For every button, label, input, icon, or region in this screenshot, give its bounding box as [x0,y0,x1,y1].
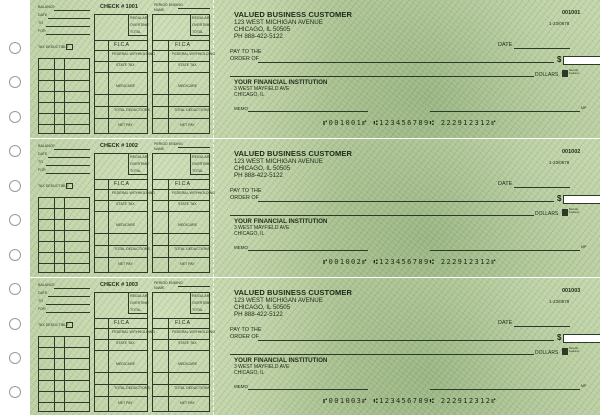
company-address-2: CHICAGO, IL 50505 [234,26,291,33]
payee-line[interactable] [258,201,554,202]
binder-hole [9,249,21,261]
stub-date-label: DATE [38,291,48,295]
dollar-sign: $ [557,333,562,342]
micr-line: ⑈001001⑈ ⑆123456789⑆ 222912312⑈ [323,119,497,127]
binder-hole [9,111,21,123]
bank-name: YOUR FINANCIAL INSTITUTION [234,357,328,364]
stub-name-label: NAME [154,147,165,151]
binder-hole [9,386,21,398]
date-label: DATE [498,181,513,187]
check-body [208,278,598,415]
date-label: DATE [498,42,513,48]
tax-deductible-checkbox[interactable] [66,183,73,189]
order-of-label: ORDER OF [230,334,260,340]
date-line[interactable] [514,48,570,49]
date-label: DATE [498,320,513,326]
company-address-2: CHICAGO, IL 50505 [234,304,291,311]
micr-line: ⑈001003⑈ ⑆123456789⑆ 222912312⑈ [323,397,497,405]
routing-fraction: 1-23/0678 [549,299,570,304]
check-body [208,0,598,138]
check-stub: BALANCE DATE TO FOR TAX DEDUCTIBLE CHECK # 1003 REGULAR OVERTIME TOTAL F.I.C.A FEDERAL WITHHOLDING STATE TAX MEDICARE TOTAL DEDUCTIONS NET PAY PERIOD ENDING NAME REGULAR OVERTIME TOTAL F.I.C.A FEDERAL WITHHOLDING STATE TAX MEDICARE TOTAL DEDUCTIONS NET PAY [32,278,212,415]
written-amount-line[interactable] [230,354,534,355]
bank-address-2: CHICAGO, IL [234,231,265,237]
date-line [48,296,90,297]
signature-line[interactable] [430,250,580,251]
binder-hole [9,145,21,157]
memo-label: MEMO [234,106,248,111]
signature-line[interactable] [430,111,580,112]
order-of-label: ORDER OF [230,195,260,201]
check-strip-2 [30,139,600,277]
company-name: VALUED BUSINESS CUSTOMER [234,288,352,297]
binder-hole [9,318,21,330]
security-features-text: Security Features [569,69,580,75]
dollar-sign: $ [557,194,562,203]
stub-for-label: FOR [38,29,46,33]
binder-hole [9,283,21,295]
memo-line[interactable] [248,250,368,251]
stub-tax-deductible-label: TAX DEDUCTIBLE [38,45,69,49]
check-strip-1 [30,0,600,138]
bank-address-2: CHICAGO, IL [234,370,265,376]
check-strip-3 [30,278,600,415]
signature-line[interactable] [430,389,580,390]
tax-deductible-checkbox[interactable] [66,322,73,328]
stub-to-label: TO [38,160,43,164]
check-stub: BALANCE DATE TO FOR TAX DEDUCTIBLE CHECK # 1001 REGULAR OVERTIME TOTAL F.I.C.A FEDERAL WITHHOLDING STATE TAX MEDICARE TOTAL DEDUCTIONS NET PAY PERIOD ENDING NAME REGULAR OVERTIME TOTAL F.I.C.A FEDERAL WITHHOLDING STATE TAX MEDICARE TOTAL DEDUCTIONS NET PAY [32,0,212,138]
amount-box[interactable] [563,195,600,204]
check-body [208,139,598,277]
check-number: 001001 [562,10,581,16]
written-amount-line[interactable] [230,215,534,216]
company-name: VALUED BUSINESS CUSTOMER [234,10,352,19]
memo-label: MEMO [234,384,248,389]
amount-box[interactable] [563,56,600,65]
for-line [46,173,90,174]
mp-label: MP [581,245,587,249]
stub-period-ending-label: PERIOD ENDING [154,142,183,146]
dollar-sign: $ [557,55,562,64]
written-amount-line[interactable] [230,76,534,77]
stub-balance-label: BALANCE [38,283,55,287]
check-number: 001002 [562,149,581,155]
balance-line [54,288,90,289]
mp-label: MP [581,384,587,388]
payee-line[interactable] [258,340,554,341]
security-features-text: Security Features [569,208,580,214]
bank-name: YOUR FINANCIAL INSTITUTION [234,79,328,86]
stub-check-number: CHECK # 1001 [100,4,138,10]
date-line [48,157,90,158]
security-seal [562,70,590,78]
to-line [46,304,90,305]
stub-period-ending-label: PERIOD ENDING [154,3,183,7]
bank-name: YOUR FINANCIAL INSTITUTION [234,218,328,225]
security-seal [562,209,590,217]
mp-label: MP [581,106,587,110]
stub-period-ending-label: PERIOD ENDING [154,281,183,285]
binder-hole [9,352,21,364]
company-phone: PH 888-422-5122 [234,172,283,179]
stub-fica-label: F.I.C.A [114,320,130,326]
pay-to-label: PAY TO THE [230,49,262,55]
date-line [48,18,90,19]
stub-date-label: DATE [38,152,48,156]
lock-icon [562,209,568,216]
dollars-label: DOLLARS [535,72,559,78]
stub-for-label: FOR [38,168,46,172]
for-line [46,312,90,313]
bank-address-1: 3 WEST MAYFIELD AVE [234,225,290,231]
stub-fica-label: F.I.C.A [114,42,130,48]
bank-address-2: CHICAGO, IL [234,92,265,98]
memo-line[interactable] [248,111,368,112]
stub-date-label: DATE [38,13,48,17]
company-phone: PH 888-422-5122 [234,311,283,318]
check-stub: BALANCE DATE TO FOR TAX DEDUCTIBLE CHECK # 1002 REGULAR OVERTIME TOTAL F.I.C.A FEDERAL WITHHOLDING STATE TAX MEDICARE TOTAL DEDUCTIONS NET PAY PERIOD ENDING NAME REGULAR OVERTIME TOTAL F.I.C.A FEDERAL WITHHOLDING STATE TAX MEDICARE TOTAL DEDUCTIONS NET PAY [32,139,212,277]
binder-hole [9,42,21,54]
bank-address-1: 3 WEST MAYFIELD AVE [234,86,290,92]
balance-line [54,10,90,11]
lock-icon [562,348,568,355]
payee-line[interactable] [258,62,554,63]
stub-name-label: NAME [154,286,165,290]
stub-check-number: CHECK # 1003 [100,282,138,288]
company-phone: PH 888-422-5122 [234,33,283,40]
company-address-1: 123 WEST MICHIGAN AVENUE [234,19,323,26]
date-line[interactable] [514,187,570,188]
check-number: 001003 [562,288,581,294]
stub-to-label: TO [38,21,43,25]
binder-hole [9,76,21,88]
binder-hole [9,180,21,192]
routing-fraction: 1-23/0678 [549,160,570,165]
stub-balance-label: BALANCE [38,5,55,9]
dollars-label: DOLLARS [535,211,559,217]
routing-fraction: 1-23/0678 [549,21,570,26]
amount-box[interactable] [563,334,600,343]
perforation-line [30,277,600,278]
pay-to-label: PAY TO THE [230,188,262,194]
stub-for-label: FOR [38,307,46,311]
micr-line: ⑈001002⑈ ⑆123456789⑆ 222912312⑈ [323,258,497,266]
to-line [46,165,90,166]
pay-to-label: PAY TO THE [230,327,262,333]
date-line[interactable] [514,326,570,327]
stub-check-number: CHECK # 1002 [100,143,138,149]
memo-label: MEMO [234,245,248,250]
security-seal [562,348,590,356]
stub-tax-deductible-label: TAX DEDUCTIBLE [38,184,69,188]
balance-line [54,149,90,150]
binder-margin [0,0,30,415]
tax-deductible-checkbox[interactable] [66,44,73,50]
lock-icon [562,70,568,77]
perforation-line [30,138,600,139]
stub-fica-label: F.I.C.A [114,181,130,187]
stub-tax-deductible-label: TAX DEDUCTIBLE [38,323,69,327]
for-line [46,34,90,35]
stub-to-label: TO [38,299,43,303]
bank-address-1: 3 WEST MAYFIELD AVE [234,364,290,370]
company-address-1: 123 WEST MICHIGAN AVENUE [234,297,323,304]
company-address-1: 123 WEST MICHIGAN AVENUE [234,158,323,165]
memo-line[interactable] [248,389,368,390]
order-of-label: ORDER OF [230,56,260,62]
stub-balance-label: BALANCE [38,144,55,148]
binder-hole [9,214,21,226]
to-line [46,26,90,27]
stub-name-label: NAME [154,8,165,12]
dollars-label: DOLLARS [535,350,559,356]
security-features-text: Security Features [569,347,580,353]
company-name: VALUED BUSINESS CUSTOMER [234,149,352,158]
company-address-2: CHICAGO, IL 50505 [234,165,291,172]
